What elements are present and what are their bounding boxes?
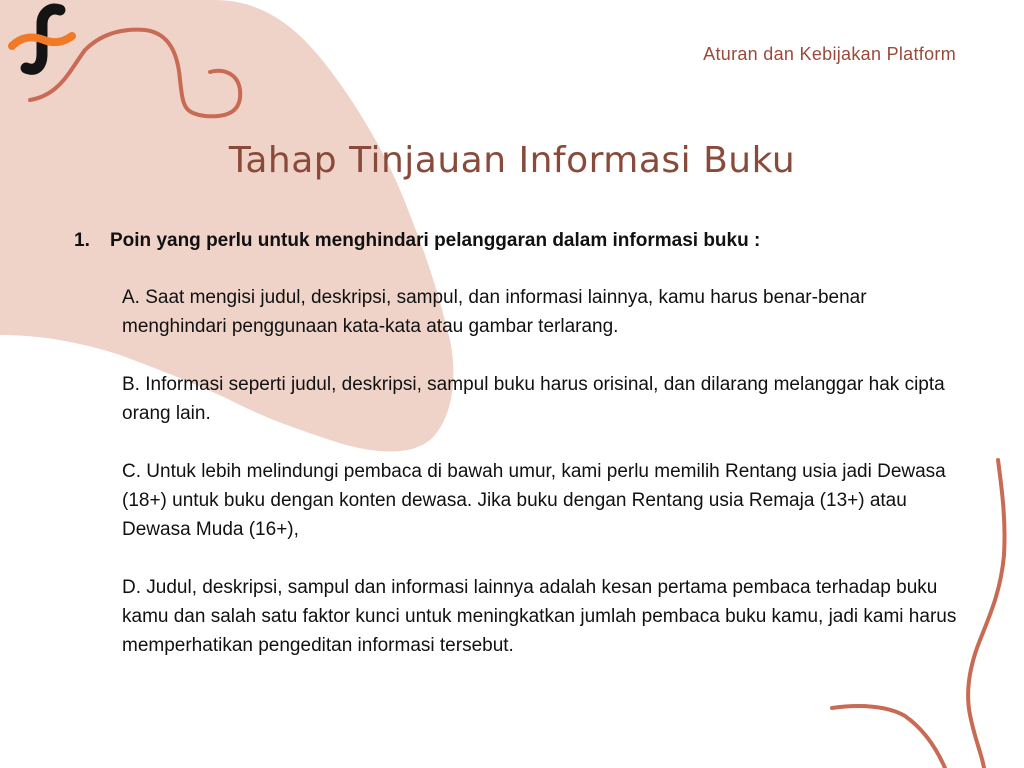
point-heading-text: Poin yang perlu untuk menghindari pelanggaran dalam informasi buku : (110, 230, 761, 251)
point-item-list (74, 283, 964, 660)
swirl-line-right (968, 460, 1004, 768)
point-number: 1. (74, 230, 90, 251)
point-item-b: B. Informasi seperti judul, deskripsi, sampul buku harus orisinal, dan dilarang melanggar hak cipta orang lain. (122, 374, 945, 424)
point-item-d: D. Judul, deskripsi, sampul dan informasi lainnya adalah kesan pertama pembaca terhadap buku kamu dan salah satu faktor kunci untuk meningkatkan jumlah pembaca buku kamu, jadi kami harus memperhatikan pengeditan informasi tersebut. (122, 577, 957, 656)
brand-logo-icon (8, 2, 78, 82)
swirl-line-bottom (832, 706, 945, 768)
point-item-c: C. Untuk lebih melindungi pembaca di bawah umur, kami perlu memilih Rentang usia jadi Dewasa (18+) untuk buku dengan konten dewasa. Jika buku dengan Rentang usia Remaja (13+) atau Dewasa Muda (16+), (122, 461, 946, 540)
point-item-a: A. Saat mengisi judul, deskripsi, sampul, dan informasi lainnya, kamu harus benar-benar menghindari penggunaan kata-kata atau gambar terlarang. (122, 287, 867, 337)
content-area (74, 226, 964, 689)
header-title: Aturan dan Kebijakan Platform (703, 44, 956, 64)
numbered-point-heading (74, 226, 964, 255)
page-title-text: Tahap Tinjauan Informasi Buku (228, 140, 796, 181)
page-title (0, 140, 1024, 181)
